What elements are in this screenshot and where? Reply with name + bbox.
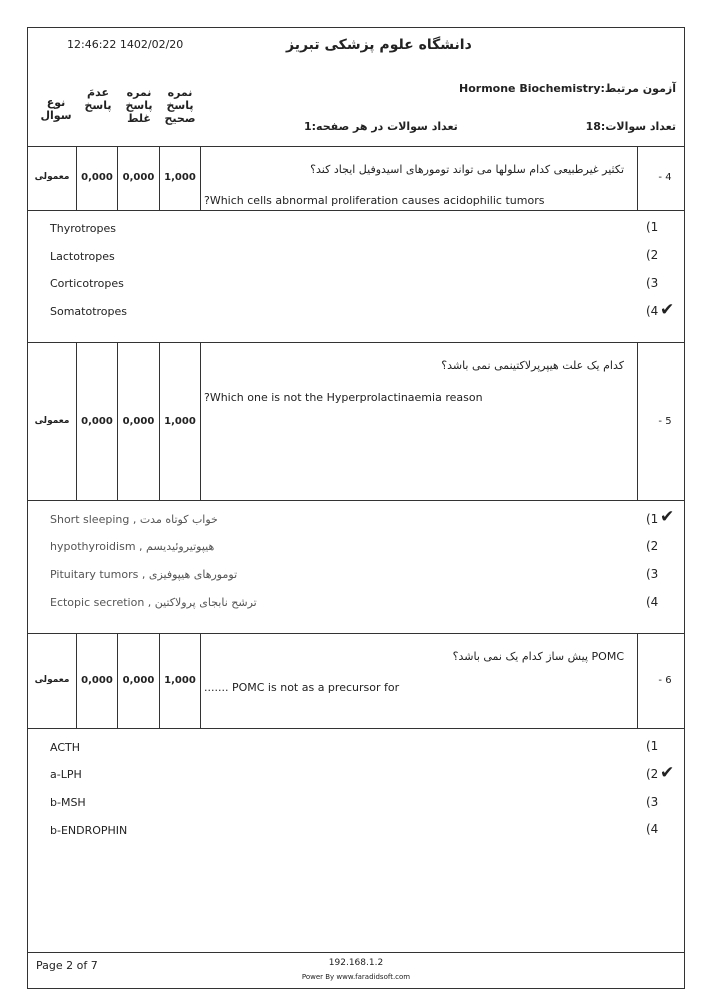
score-correct: 1,000 [164,172,196,183]
powered-by: Power By www.faradidsoft.com [301,973,411,981]
option-label: Short sleeping , خواب کوتاه مدت [50,513,218,526]
score-correct: 1,000 [164,416,196,427]
column-header-noanswer: عدمَ پاسخ [84,86,112,112]
correct-check-icon: ✔ [660,763,675,783]
score-noanswer: 0,000 [81,675,113,686]
question-text-en: ?Which one is not the Hyperprolactinaemia reason [204,391,483,404]
option-number: (2 [646,539,659,553]
exam-label: آزمون مرتبط:Hormone Biochemistry [459,82,676,95]
question-number: - 5 [658,416,672,427]
option-label: Somatotropes [50,305,128,318]
score-wrong: 0,000 [122,416,155,427]
option-label: Thyrotropes [50,222,117,235]
option-label: Ectopic secretion , ترشح نابجای پرولاکتین [50,596,257,609]
option-number: (3 [646,795,659,809]
option-number: (3 [646,567,659,581]
column-header-type: نوع سوال [40,96,72,122]
correct-check-icon: ✔ [660,300,675,320]
option-label: ACTH [50,741,81,754]
option-number: (3 [646,276,659,290]
option-number: (1 [646,220,659,234]
timestamp: 12:46:22 1402/02/20 [67,38,184,51]
option-label: Pituitary tumors , تومورهای هیپوفیزی [50,568,238,581]
score-wrong: 0,000 [122,172,155,183]
option-label: a-LPH [50,768,82,781]
column-header-correct: نمره پاسخ صحیح [164,86,196,125]
question-number: - 4 [658,172,672,183]
option-label: hypothyroidism , هیپوتیروئیدیسم [50,540,215,553]
university-title: دانشگاه علوم پزشکی تبریز [286,37,472,53]
option-number: (2 [646,248,659,262]
option-number: (2 [646,767,659,781]
question-text-fa: تکثیر غیرطبیعی کدام سلولها می تواند تومورهای اسیدوفیل ایجاد کند؟ [310,163,624,176]
score-correct: 1,000 [164,675,196,686]
option-number: (1 [646,739,659,753]
option-number: (1 [646,512,659,526]
question-text-fa: کدام یک علت هیپرپرلاکتینمی نمی باشد؟ [441,359,624,372]
column-header-wrong: نمره پاسخ غلط [125,86,153,125]
question-count: تعداد سوالات:18 [585,120,676,133]
option-label: b-ENDROPHIN [50,824,128,837]
ip-address: 192.168.1.2 [328,958,384,968]
correct-check-icon: ✔ [660,507,675,527]
question-text-fa: POMC پیش ساز کدام یک نمی باشد؟ [452,650,624,663]
score-wrong: 0,000 [122,675,155,686]
option-label: Lactotropes [50,250,115,263]
option-label: b-MSH [50,796,86,809]
option-number: (4 [646,304,659,318]
question-type: معمولی [34,675,70,685]
option-label: Corticotropes [50,277,124,290]
question-text-en: ?Which cells abnormal proliferation causes acidophilic tumors [204,194,545,207]
option-number: (4 [646,595,659,609]
question-number: - 6 [658,675,672,686]
option-number: (4 [646,822,659,836]
score-noanswer: 0,000 [81,172,113,183]
per-page-count: تعداد سوالات در هر صفحه:1 [304,120,458,133]
question-type: معمولی [34,416,70,426]
page-indicator: Page 2 of 7 [36,959,98,972]
score-noanswer: 0,000 [81,416,113,427]
question-text-en: ....... POMC is not as a precursor for [204,681,400,694]
question-type: معمولی [34,172,70,182]
